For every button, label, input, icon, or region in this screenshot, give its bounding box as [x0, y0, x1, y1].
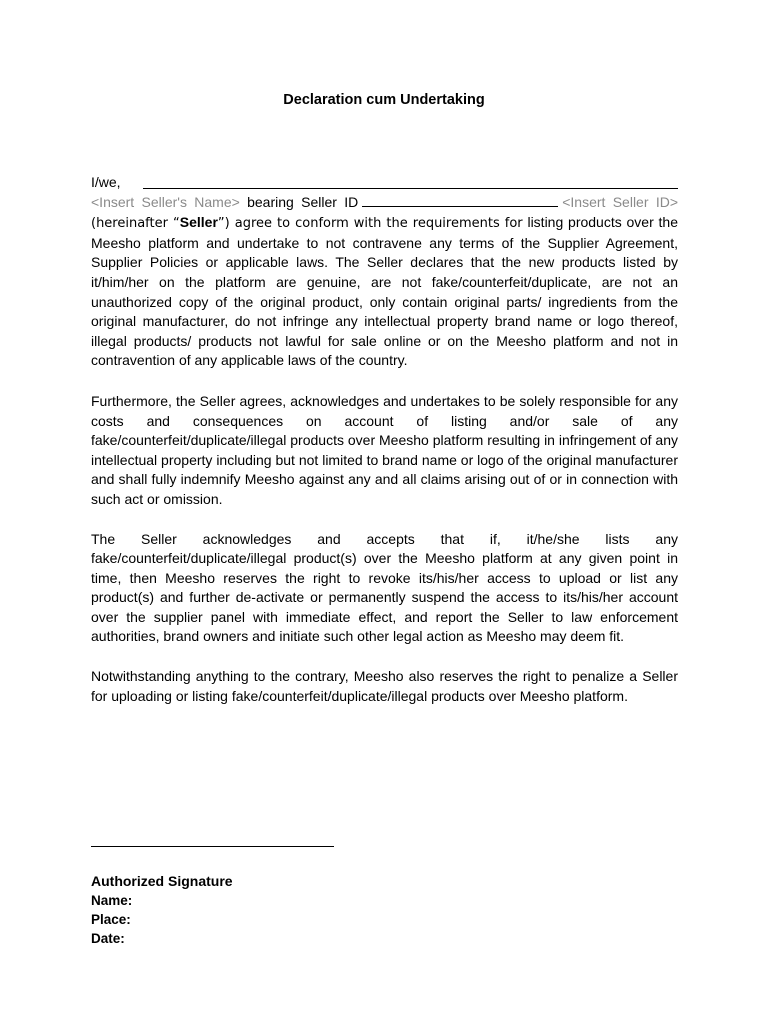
declaration-text: listing products over the Meesho platform and undertake to not contravene any terms of the Supplier Agreement, Supplier Policies or applicable laws. The Seller declares that the new products listed by it/him/her on the platform are genuine, are not fake/counterfeit/duplicate, are not an unauthorized copy of the original product, only contain original parts/ ingredients from the original manufacturer, do not infringe any intellectual property brand name or logo thereof, illegal products/ products not lawful for sale online or on the Meesho platform and not in contravention of any applicable laws of the country.: [91, 214, 679, 369]
authorized-signature-heading: Authorized Signature: [91, 873, 233, 889]
seller-bold-term: Seller: [179, 214, 218, 231]
hereinafter-close-text: ”) agree to conform with the requirements for: [217, 216, 523, 232]
document-body: [91, 173, 678, 726]
bearing-id-text: bearing Seller ID: [239, 193, 359, 210]
signature-block: [91, 872, 233, 948]
date-label: Date:: [91, 931, 125, 946]
paragraph-declaration: [91, 173, 678, 371]
seller-name-placeholder: <Insert Seller's Name>: [91, 193, 240, 210]
declaration-first-line: [91, 173, 678, 193]
document-title: Declaration cum Undertaking: [283, 92, 485, 108]
paragraph-furthermore: Furthermore, the Seller agrees, acknowledges and undertakes to be solely responsible for any costs and consequences on account of listing and/or sale of any fake/counterfeit/duplicate/illegal products over Meesho platform resulting in infringement of any intellectual property including but not limited to brand name or logo of the original manufacturer and shall fully indemnify Meesho against any and all claims arising out of or in connection with such act or omission.: [91, 392, 678, 507]
seller-name-blank-line: [143, 188, 678, 189]
paragraph-notwithstanding: Notwithstanding anything to the contrary, Meesho also reserves the right to penalize a Seller for uploading or listing fake/counterfeit/duplicate/illegal products over Meesho platform.: [91, 668, 678, 704]
paragraph-acknowledges: The Seller acknowledges and accepts that if, it/he/she lists any fake/counterfeit/duplicate/illegal product(s) over the Meesho platform at any given point in time, then Meesho reserves the right to revoke its/his/her access to upload or list any product(s) and further de-activate or permanently suspend the access to its/his/her account over the supplier panel with immediate effect, and report the Seller to law enforcement authorities, brand owners and initiate such other legal action as Meesho may deem fit.: [91, 530, 678, 645]
seller-id-blank-line: [362, 194, 558, 207]
place-label: Place:: [91, 912, 131, 927]
signature-line: [91, 846, 334, 847]
name-label: Name:: [91, 893, 133, 908]
iwe-label: I/we,: [91, 174, 121, 190]
seller-id-placeholder: <Insert Seller ID>: [562, 193, 678, 210]
hereinafter-open-text: (hereinafter “: [91, 216, 180, 232]
